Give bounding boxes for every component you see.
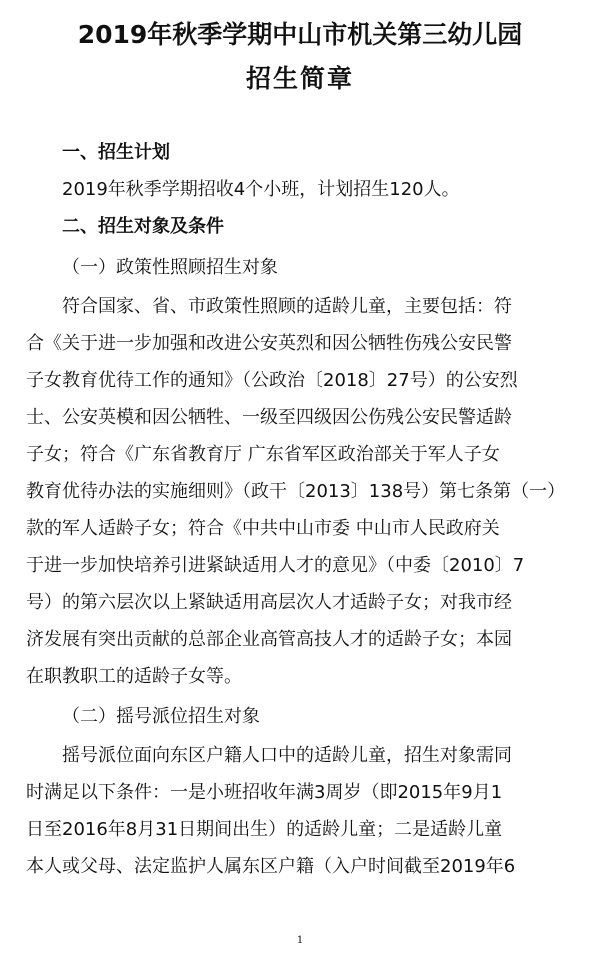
paragraph-line: 号）的第六层次以上紧缺适用高层次人才适龄子女；对我市经 [26, 592, 512, 613]
paragraph-line: 款的军人适龄子女；符合《中共中山市委 中山市人民政府关 [26, 518, 500, 539]
paragraph-line: 在职教职工的适龄子女等。 [26, 666, 242, 687]
subsection-heading-lottery: （二）摇号派位招生对象 [62, 706, 260, 727]
paragraph-line: 于进一步加快培养引进紧缺适用人才的意见》（中委〔2010〕7 [26, 555, 525, 576]
paragraph-line: 本人或父母、法定监护人属东区户籍（入户时间截至2019年6 [26, 856, 516, 877]
section-text-plan: 2019年秋季学期招收4个小班，计划招生120人。 [62, 179, 460, 200]
paragraph-line: 教育优待办法的实施细则》（政干〔2013〕138号）第七条第（一） [26, 481, 566, 502]
paragraph-line: 时满足以下条件：一是小班招收年满3周岁（即2015年9月1 [26, 782, 503, 803]
paragraph-line: 摇号派位面向东区户籍人口中的适龄儿童，招生对象需同 [62, 745, 512, 766]
section-heading-targets: 二、招生对象及条件 [62, 216, 224, 237]
page-number: 1 [296, 935, 304, 946]
document-title-line-2: 招生简章 [245, 64, 354, 93]
subsection-heading-policy: （一）政策性照顾招生对象 [62, 257, 278, 278]
paragraph-line: 济发展有突出贡献的总部企业高管高技人才的适龄子女；本园 [26, 629, 512, 650]
document-title-line-1: 2019年秋季学期中山市机关第三幼儿园 [77, 20, 523, 49]
paragraph-line: 子女教育优待工作的通知》（公政治〔2018〕27号）的公安烈 [26, 370, 518, 391]
paragraph-line: 符合国家、省、市政策性照顾的适龄儿童，主要包括：符 [62, 296, 512, 317]
section-heading-plan: 一、招生计划 [62, 142, 170, 163]
paragraph-line: 合《关于进一步加强和改进公安英烈和因公牺牲伤残公安民警 [26, 333, 512, 354]
paragraph-line: 子女；符合《广东省教育厅 广东省军区政治部关于军人子女 [26, 444, 500, 465]
paragraph-line: 日至2016年8月31日期间出生）的适龄儿童；二是适龄儿童 [26, 819, 503, 840]
paragraph-line: 士、公安英模和因公牺牲、一级至四级因公伤残公安民警适龄 [26, 407, 512, 428]
